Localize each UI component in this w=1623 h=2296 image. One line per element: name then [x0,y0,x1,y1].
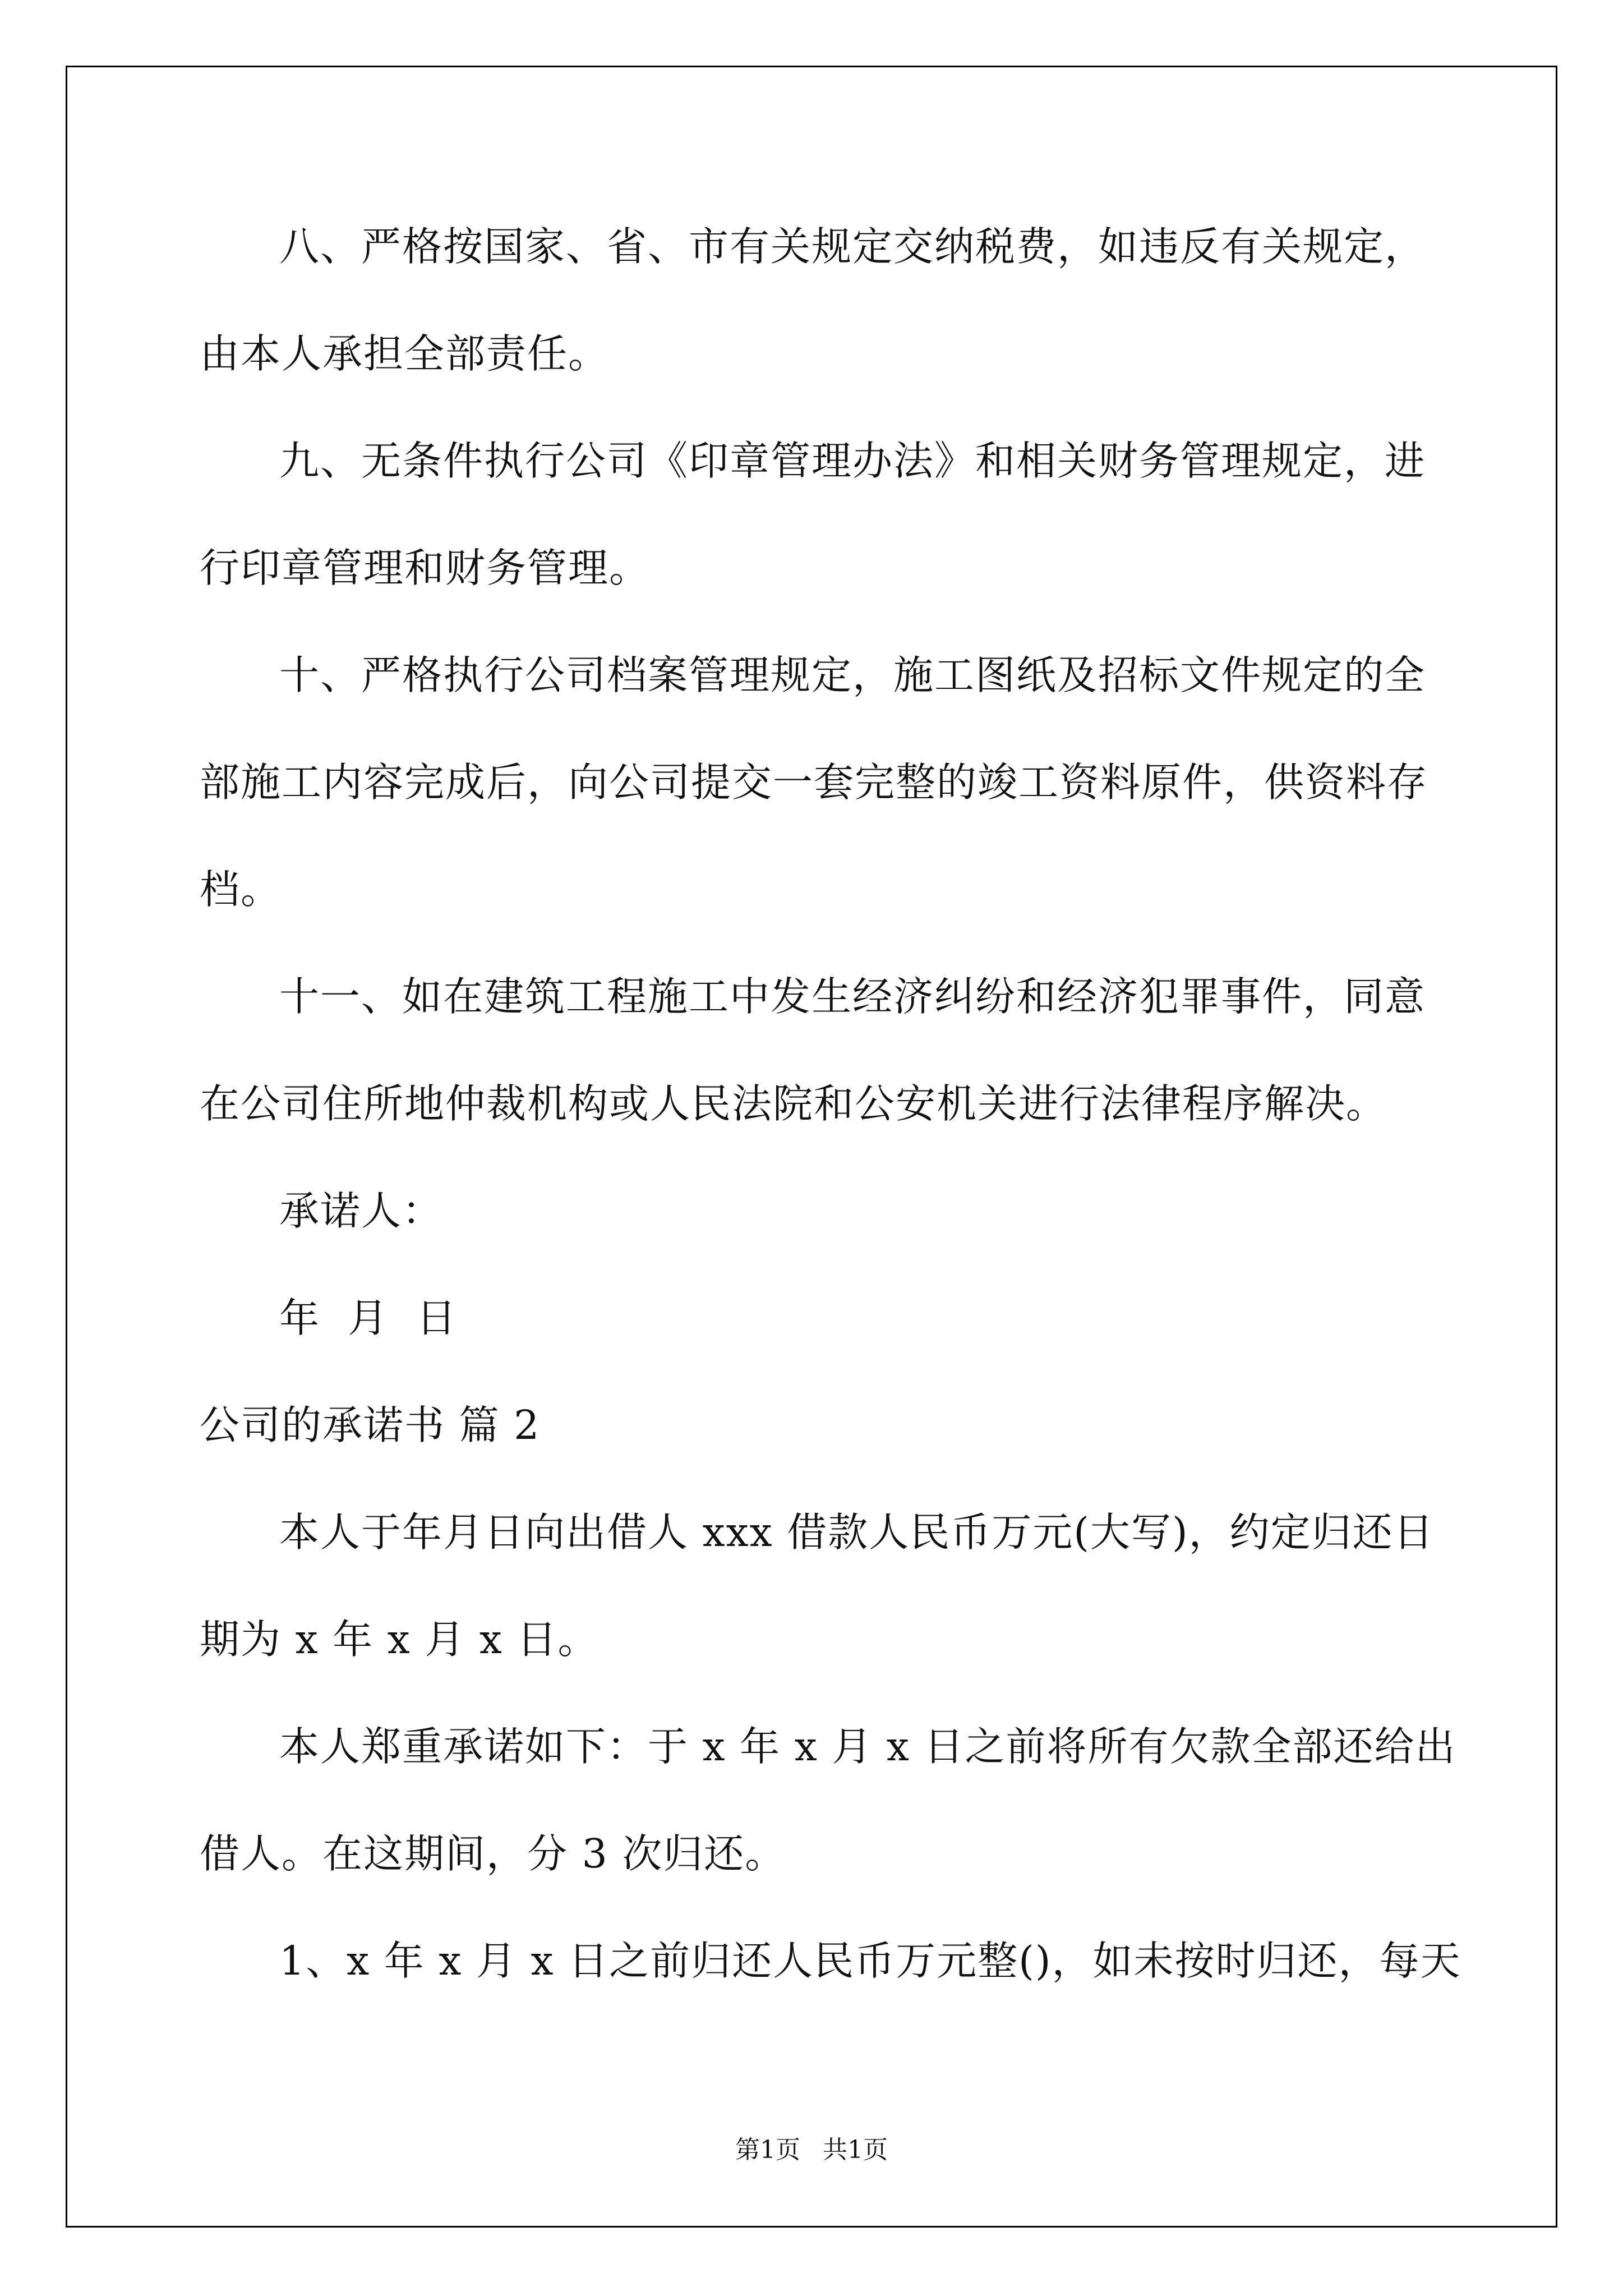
section-heading: 公司的承诺书 篇 2 [200,1402,541,1448]
page-number: 第1页 [735,2136,800,2164]
paragraph-10-line-3: 档。 [200,866,282,913]
loan-paragraph-line-1: 本人于年月日向出借人 xxx 借款人民币万元(大写)，约定归还日 [279,1509,1435,1556]
paragraph-11-line-1: 十一、如在建筑工程施工中发生经济纠纷和经济犯罪事件，同意 [279,973,1426,1020]
signatory-label: 承诺人： [279,1188,444,1234]
pledge-paragraph-line-2: 借人。在这期间，分 3 次归还。 [200,1830,786,1877]
paragraph-8-line-2: 由本人承担全部责任。 [200,330,610,377]
date-line: 年 月 日 [279,1295,458,1341]
item-1-line-1: 1、x 年 x 月 x 日之前归还人民币万元整()，如未按时归还，每天 [279,1938,1461,1984]
paragraph-10-line-2: 部施工内容完成后，向公司提交一套完整的竣工资料原件，供资料存 [200,759,1428,806]
loan-paragraph-line-2: 期为 x 年 x 月 x 日。 [200,1616,599,1663]
pledge-paragraph-line-1: 本人郑重承诺如下：于 x 年 x 月 x 日之前将所有欠款全部还给出 [279,1723,1456,1770]
paragraph-9-line-1: 九、无条件执行公司《印章管理办法》和相关财务管理规定，进 [279,438,1426,484]
paragraph-10-line-1: 十、严格执行公司档案管理规定，施工图纸及招标文件规定的全 [279,652,1426,698]
page-total: 共1页 [823,2136,888,2164]
paragraph-9-line-2: 行印章管理和财务管理。 [200,545,651,591]
page-border [66,66,1557,2228]
paragraph-11-line-2: 在公司住所地仲裁机构或人民法院和公安机关进行法律程序解决。 [200,1080,1387,1127]
page-footer [0,2134,1623,2166]
paragraph-8-line-1: 八、严格按国家、省、市有关规定交纳税费，如违反有关规定， [279,223,1426,270]
